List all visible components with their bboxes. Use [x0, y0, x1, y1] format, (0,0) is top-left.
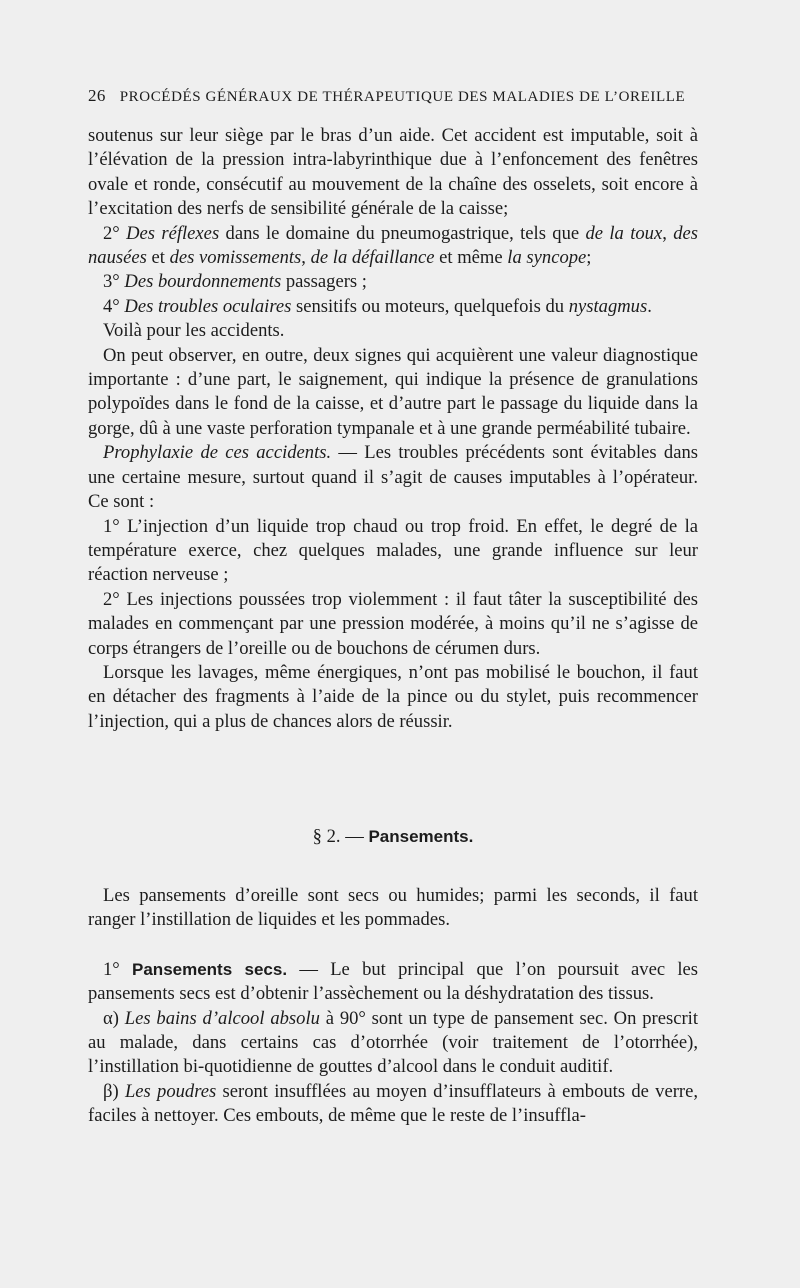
running-title: PROCÉDÉS GÉNÉRAUX DE THÉRAPEUTIQUE DES MALADIES DE L’OREILLE [119, 89, 686, 105]
paragraph-poudres: β) Les poudres seront insufflées au moyen d’insufflateurs à embouts de verre, faciles à nettoyer. Ces embouts, de même que le reste de l’insuffla- [88, 1080, 699, 1127]
paragraph-reflexes: 2° Des réflexes dans le domaine du pneumogastrique, tels que de la toux, des nausées et des vomissements, de la défaillance et même la syncope; [88, 222, 699, 269]
paragraph-injection-chaud: 1° L’injection d’un liquide trop chaud ou trop froid. En effet, le degré de la température exerce, chez quelques malades, une grande influence sur leur réaction nerveuse ; [88, 515, 698, 586]
running-header [88, 86, 696, 106]
paragraph-pansements-intro: Les pansements d’oreille sont secs ou humides; parmi les seconds, il faut ranger l’instillation de liquides et les pommades. [88, 885, 698, 931]
section-heading [88, 826, 698, 848]
paragraph-accidents: Voilà pour les accidents. [103, 320, 285, 342]
paragraph-troubles-oculaires: 4° Des troubles oculaires sensitifs ou moteurs, quelquefois du nystagmus. [103, 295, 652, 317]
main-text [88, 124, 698, 734]
section-prefix: § 2. — [312, 826, 369, 847]
paragraph-bourdonnements: 3° Des bourdonnements passagers ; [103, 271, 367, 293]
paragraph-continuation: soutenus sur leur siège par le bras d’un aide. Cet accident est imputable, soit à l’élévation de la pression intra-labyrinthique due à l’enfoncement des fenêtres ovale et ronde, consécutif au mouvement de la chaîne des osselets, soit encore à l’excitation des nerfs de sensibilité générale de la caisse; [88, 125, 698, 220]
paragraph-lavages: Lorsque les lavages, même énergiques, n’ont pas mobilisé le bouchon, il faut en détacher des fragments à l’aide de la pince ou du stylet, puis recommencer l’injection, qui a plus de chances alors de réussir. [88, 661, 698, 732]
paragraph-bains-alcool: α) Les bains d’alcool absolu à 90° sont un type de pansement sec. On prescrit au malade, dans certains cas d’otorrhée (voir traitement de l’otorrhée), l’instillation bi-quotidienne de gouttes d’alcool dans le conduit auditif. [88, 1007, 698, 1078]
paragraph-prophylaxie: Prophylaxie de ces accidents. — Les troubles précédents sont évitables dans une certaine mesure, surtout quand il s’agit de causes imputables à l’opérateur. Ce sont : [88, 442, 698, 513]
paragraph-pansements-secs: 1° Pansements secs. — Le but principal que l’on poursuit avec les pansements secs est d’obtenir l’assèchement ou la déshydratation des tissus. [88, 958, 699, 1005]
paragraph-signes: On peut observer, en outre, deux signes qui acquièrent une valeur diagnostique importante : d’une part, le saignement, qui indique la présence de granulations polypoïdes dans le fond de la caisse, et d’autre part le passage du liquide dans la gorge, dû à une vaste perforation tympanale et à une grande perméabilité tubaire. [88, 344, 698, 439]
page-number: 26 [88, 86, 106, 105]
section-title: Pansements. [368, 827, 474, 846]
section-text [88, 884, 698, 1129]
paragraph-injections-violentes: 2° Les injections poussées trop violemment : il faut tâter la susceptibilité des malades en commençant par une pression modérée, à moins qu’il ne s’agisse de corps étrangers de l’oreille ou de bouchons de cérumen durs. [88, 588, 698, 659]
